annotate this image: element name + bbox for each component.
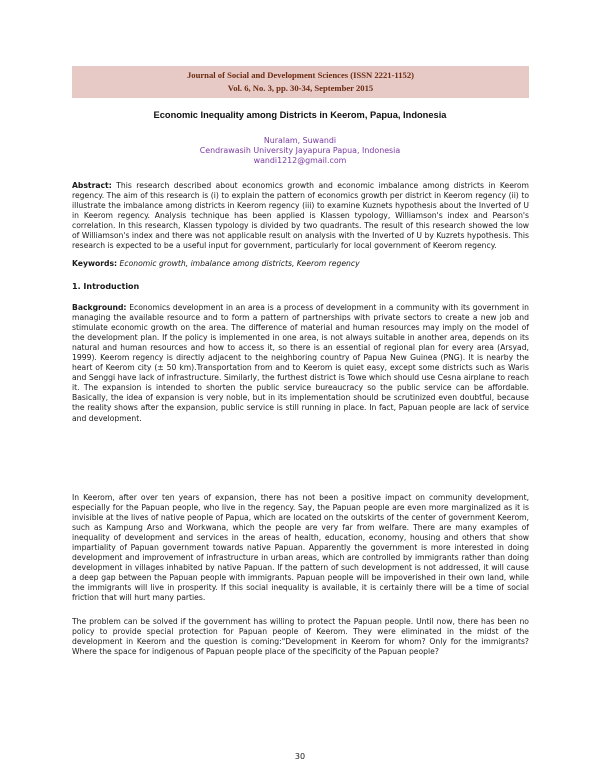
section-heading: 1. Introduction [72, 282, 140, 291]
keywords [72, 259, 529, 269]
keywords-label: Keywords: [72, 259, 118, 268]
abstract [72, 181, 529, 251]
journal-header [72, 66, 529, 98]
author-block [0, 136, 600, 166]
paper-title: Economic Inequality among Districts in Keerom, Papua, Indonesia [153, 110, 447, 120]
author-affiliation: Cendrawasih University Jayapura Papua, Indonesia [199, 146, 401, 155]
page-number: 30 [294, 752, 306, 761]
paragraph: In Keerom, after over ten years of expansion, there has not been a positive impact on community development, especially for the Papuan people, who live in the regency. Say, the Papuan people are even more marginalized as it is invisible at the lives of native people of Papua, which are located on the outskirts of the center of government Keerom, such as Kampung Arso and Workwana, which the people are very far from welfare. There are many examples of inequality of development and services in the areas of health, education, economy, housing and others that show impartiality of Papuan government towards native Papuan. Apparently the government is more interested in doing development and improvement of infrastructure in urban areas, which are controlled by immigrants rather than doing development in villages inhabited by native Papuan. If the pattern of such development is not addressed, it will cause a deep gap between the Papuan people with immigrants. Papuan people will be impoverished in their own land, while the immigrants will live in prosperity. If this social inequality is available, it is certainly there will be a time of social friction that will hurt many parties. [72, 493, 529, 603]
journal-volume: Vol. 6, No. 3, pp. 30-34, September 2015 [227, 83, 374, 93]
journal-name: Journal of Social and Development Sciences (ISSN 2221-1152) [186, 70, 415, 80]
abstract-text: This research described about economics growth and economic imbalance among districts in Keerom regency. The aim of this research is (i) to explain the pattern of economics growth per district in Keerom regency (ii) to illustrate the imbalance among districts in Keerom regency (iii) to examine Kuznets hypothesis about the Inverted of U in Keerom regency. Analysis technique has been applied is Klassen typology, Williamson's index and Pearson's correlation. In this research, Klassen typology is divided by two quadrants. The result of this research showed the low of Williamson's index and there was not applicable result on analysis with the Inverted of U by Kuzrets hypothesis. This research is expected to be a useful input for government, particularly for local government of Keerom regency. [72, 181, 529, 251]
abstract-label: Abstract: [72, 181, 112, 190]
keywords-text: Economic growth, imbalance among districts, Keerom regency [117, 259, 360, 268]
author-email[interactable]: wandi1212@gmail.com [253, 156, 347, 165]
background-label: Background: [72, 303, 127, 312]
author-names: Nuralam, Suwandi [263, 136, 337, 145]
paragraph-background [72, 303, 529, 424]
paragraph: The problem can be solved if the government has willing to protect the Papuan people. Until now, there has been no policy to provide special protection for Papuan people of Keerom. They were eliminated in the midst of the development in Keerom and the question is coming:"Development in Keerom for whom? Only for the immigrants? Where the space for indigenous of Papuan people place of the specificity of the Papuan people? [72, 617, 529, 657]
paragraph-text: Economics development in an area is a process of development in a community with its government in managing the available resource and to form a pattern of partnerships with private sectors to create a new job and stimulate economic growth on the area. The difference of material and human resources may imply on the model of the development plan. If the policy is implemented in one area, is not always suitable in another area, depends on its natural and human resources and how to access it, so there is an essential of regional plan for every area (Arsyad, 1999). Keerom regency is directly adjacent to the neighboring country of Papua New Guinea (PNG). It is nearby the heart of Keerom city (± 50 km).Transportation from and to Keerom is quiet easy, except some districts such as Waris and Senggi have lack of infrastructure. Similarly, the furthest district is Towe which should use Cesna airplane to reach it. The expansion is intended to shorten the public service bureaucracy so the public service can be affordable. Basically, the idea of expansion is very noble, but in its implementation should be scrutinized even doubtful, because the reality shows after the expansion, public service is still running in place. In fact, Papuan people are lack of service and development. [72, 303, 529, 423]
